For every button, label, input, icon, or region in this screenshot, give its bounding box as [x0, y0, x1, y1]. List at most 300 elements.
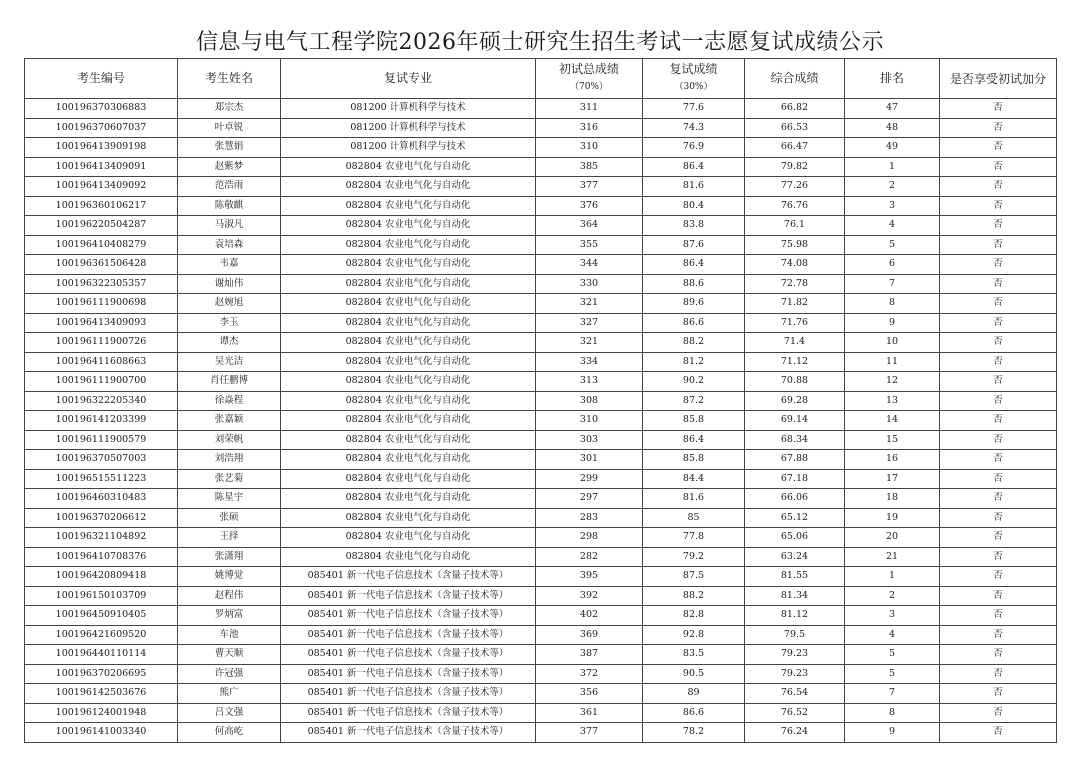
cell-major: 082804 农业电气化与自动化 — [281, 157, 536, 177]
cell-name: 陈敬麒 — [178, 196, 281, 216]
cell-bonus: 否 — [940, 235, 1057, 255]
cell-exam-id: 100196515511223 — [25, 469, 178, 489]
table-row — [25, 489, 1057, 509]
cell-bonus: 否 — [940, 391, 1057, 411]
cell-exam-id: 100196141203399 — [25, 411, 178, 431]
cell-total-score: 79.23 — [745, 664, 845, 684]
cell-name: 谢灿伟 — [178, 274, 281, 294]
cell-rank: 5 — [845, 664, 940, 684]
cell-exam-id: 100196322305357 — [25, 274, 178, 294]
cell-bonus: 否 — [940, 294, 1057, 314]
cell-rank: 47 — [845, 99, 940, 119]
cell-rank: 19 — [845, 508, 940, 528]
cell-initial-score: 385 — [536, 157, 643, 177]
cell-bonus: 否 — [940, 547, 1057, 567]
table-row — [25, 430, 1057, 450]
cell-rank: 6 — [845, 255, 940, 275]
cell-exam-id: 100196370306883 — [25, 99, 178, 119]
cell-retest-score: 80.4 — [643, 196, 745, 216]
cell-total-score: 63.24 — [745, 547, 845, 567]
cell-retest-score: 81.6 — [643, 177, 745, 197]
header-retest-weight: （30%） — [674, 82, 713, 92]
cell-rank: 16 — [845, 450, 940, 470]
table-row — [25, 391, 1057, 411]
cell-major: 082804 农业电气化与自动化 — [281, 274, 536, 294]
cell-rank: 9 — [845, 723, 940, 743]
table-row — [25, 411, 1057, 431]
table-row — [25, 528, 1057, 548]
header-initial — [536, 59, 643, 99]
cell-rank: 10 — [845, 333, 940, 353]
cell-bonus: 否 — [940, 372, 1057, 392]
cell-name: 赵婉旭 — [178, 294, 281, 314]
cell-exam-id: 100196124001948 — [25, 703, 178, 723]
cell-name: 熊广 — [178, 684, 281, 704]
cell-name: 赵程伟 — [178, 586, 281, 606]
cell-initial-score: 299 — [536, 469, 643, 489]
table-row — [25, 118, 1057, 138]
cell-rank: 3 — [845, 606, 940, 626]
cell-total-score: 66.06 — [745, 489, 845, 509]
cell-rank: 11 — [845, 352, 940, 372]
table-row — [25, 664, 1057, 684]
cell-name: 袁培森 — [178, 235, 281, 255]
cell-bonus: 否 — [940, 157, 1057, 177]
cell-retest-score: 89.6 — [643, 294, 745, 314]
cell-rank: 8 — [845, 294, 940, 314]
cell-total-score: 71.4 — [745, 333, 845, 353]
cell-exam-id: 100196450910405 — [25, 606, 178, 626]
cell-retest-score: 86.4 — [643, 430, 745, 450]
cell-retest-score: 74.3 — [643, 118, 745, 138]
cell-bonus: 否 — [940, 606, 1057, 626]
cell-total-score: 67.18 — [745, 469, 845, 489]
cell-retest-score: 87.2 — [643, 391, 745, 411]
cell-retest-score: 78.2 — [643, 723, 745, 743]
table-row — [25, 274, 1057, 294]
table-row — [25, 352, 1057, 372]
cell-bonus: 否 — [940, 625, 1057, 645]
cell-retest-score: 90.5 — [643, 664, 745, 684]
cell-exam-id: 100196420809418 — [25, 567, 178, 587]
cell-bonus: 否 — [940, 411, 1057, 431]
cell-name: 谭杰 — [178, 333, 281, 353]
header-bonus-label: 是否享受初试加分 — [949, 71, 1046, 86]
cell-rank: 7 — [845, 684, 940, 704]
table-row — [25, 313, 1057, 333]
cell-exam-id: 100196370206612 — [25, 508, 178, 528]
cell-exam-id: 100196150103709 — [25, 586, 178, 606]
cell-exam-id: 100196322205340 — [25, 391, 178, 411]
table-row — [25, 606, 1057, 626]
table-row — [25, 508, 1057, 528]
cell-retest-score: 81.6 — [643, 489, 745, 509]
table-row — [25, 333, 1057, 353]
cell-rank: 4 — [845, 625, 940, 645]
table-row — [25, 567, 1057, 587]
cell-major: 085401 新一代电子信息技术（含量子技术等） — [281, 586, 536, 606]
cell-rank: 2 — [845, 177, 940, 197]
cell-exam-id: 100196142503676 — [25, 684, 178, 704]
cell-initial-score: 283 — [536, 508, 643, 528]
cell-rank: 15 — [845, 430, 940, 450]
cell-exam-id: 100196460310483 — [25, 489, 178, 509]
cell-rank: 7 — [845, 274, 940, 294]
cell-initial-score: 282 — [536, 547, 643, 567]
cell-total-score: 81.12 — [745, 606, 845, 626]
cell-major: 082804 农业电气化与自动化 — [281, 333, 536, 353]
cell-initial-score: 327 — [536, 313, 643, 333]
table-row — [25, 372, 1057, 392]
cell-retest-score: 77.6 — [643, 99, 745, 119]
page-title: 信息与电气工程学院2026年硕士研究生招生考试一志愿复试成绩公示 — [196, 30, 884, 55]
table-row — [25, 294, 1057, 314]
cell-total-score: 65.06 — [745, 528, 845, 548]
cell-name: 王择 — [178, 528, 281, 548]
cell-initial-score: 303 — [536, 430, 643, 450]
cell-rank: 21 — [845, 547, 940, 567]
cell-name: 罗炳富 — [178, 606, 281, 626]
cell-retest-score: 86.6 — [643, 313, 745, 333]
cell-bonus: 否 — [940, 138, 1057, 158]
cell-total-score: 68.34 — [745, 430, 845, 450]
cell-retest-score: 85 — [643, 508, 745, 528]
cell-exam-id: 100196370607037 — [25, 118, 178, 138]
cell-exam-id: 100196370206695 — [25, 664, 178, 684]
table-row — [25, 157, 1057, 177]
cell-bonus: 否 — [940, 528, 1057, 548]
header-id: 考生编号 — [25, 59, 178, 99]
cell-name: 张潇翔 — [178, 547, 281, 567]
cell-major: 085401 新一代电子信息技术（含量子技术等） — [281, 625, 536, 645]
cell-bonus: 否 — [940, 430, 1057, 450]
cell-retest-score: 85.8 — [643, 411, 745, 431]
cell-total-score: 77.26 — [745, 177, 845, 197]
header-retest — [643, 59, 745, 99]
cell-initial-score: 364 — [536, 216, 643, 236]
cell-name: 郑宗杰 — [178, 99, 281, 119]
cell-total-score: 71.82 — [745, 294, 845, 314]
cell-exam-id: 100196361506428 — [25, 255, 178, 275]
cell-total-score: 79.5 — [745, 625, 845, 645]
cell-initial-score: 377 — [536, 177, 643, 197]
table-row — [25, 99, 1057, 119]
cell-rank: 9 — [845, 313, 940, 333]
cell-major: 085401 新一代电子信息技术（含量子技术等） — [281, 684, 536, 704]
cell-bonus: 否 — [940, 196, 1057, 216]
cell-major: 082804 农业电气化与自动化 — [281, 430, 536, 450]
cell-major: 082804 农业电气化与自动化 — [281, 313, 536, 333]
cell-exam-id: 100196360106217 — [25, 196, 178, 216]
cell-rank: 4 — [845, 216, 940, 236]
table-row — [25, 177, 1057, 197]
cell-name: 韦嘉 — [178, 255, 281, 275]
cell-major: 082804 农业电气化与自动化 — [281, 196, 536, 216]
cell-initial-score: 361 — [536, 703, 643, 723]
cell-name: 陈星宇 — [178, 489, 281, 509]
table-row — [25, 196, 1057, 216]
cell-major: 082804 农业电气化与自动化 — [281, 411, 536, 431]
cell-exam-id: 100196413409093 — [25, 313, 178, 333]
cell-retest-score: 86.4 — [643, 157, 745, 177]
table-row — [25, 684, 1057, 704]
cell-initial-score: 355 — [536, 235, 643, 255]
cell-retest-score: 88.6 — [643, 274, 745, 294]
table-row — [25, 625, 1057, 645]
table-row — [25, 703, 1057, 723]
table-row — [25, 216, 1057, 236]
cell-name: 张艺菊 — [178, 469, 281, 489]
cell-retest-score: 76.9 — [643, 138, 745, 158]
cell-major: 085401 新一代电子信息技术（含量子技术等） — [281, 645, 536, 665]
cell-bonus: 否 — [940, 645, 1057, 665]
cell-name: 徐焱程 — [178, 391, 281, 411]
cell-major: 081200 计算机科学与技术 — [281, 138, 536, 158]
cell-total-score: 66.53 — [745, 118, 845, 138]
cell-rank: 48 — [845, 118, 940, 138]
cell-retest-score: 89 — [643, 684, 745, 704]
cell-initial-score: 376 — [536, 196, 643, 216]
cell-rank: 5 — [845, 645, 940, 665]
cell-total-score: 70.88 — [745, 372, 845, 392]
header-bonus — [940, 59, 1057, 99]
cell-name: 车池 — [178, 625, 281, 645]
cell-total-score: 79.23 — [745, 645, 845, 665]
cell-rank: 2 — [845, 586, 940, 606]
cell-exam-id: 100196111900698 — [25, 294, 178, 314]
cell-major: 082804 农业电气化与自动化 — [281, 255, 536, 275]
table-row — [25, 645, 1057, 665]
table-row — [25, 547, 1057, 567]
cell-retest-score: 84.4 — [643, 469, 745, 489]
cell-bonus: 否 — [940, 333, 1057, 353]
cell-major: 085401 新一代电子信息技术（含量子技术等） — [281, 664, 536, 684]
cell-bonus: 否 — [940, 508, 1057, 528]
header-total: 综合成绩 — [745, 59, 845, 99]
cell-exam-id: 100196440110114 — [25, 645, 178, 665]
cell-total-score: 72.78 — [745, 274, 845, 294]
cell-rank: 18 — [845, 489, 940, 509]
cell-major: 085401 新一代电子信息技术（含量子技术等） — [281, 723, 536, 743]
cell-initial-score: 330 — [536, 274, 643, 294]
cell-major: 082804 农业电气化与自动化 — [281, 547, 536, 567]
cell-bonus: 否 — [940, 216, 1057, 236]
cell-major: 085401 新一代电子信息技术（含量子技术等） — [281, 567, 536, 587]
cell-rank: 1 — [845, 567, 940, 587]
cell-total-score: 81.34 — [745, 586, 845, 606]
cell-name: 刘浩翔 — [178, 450, 281, 470]
cell-name: 张慧娟 — [178, 138, 281, 158]
table-body — [25, 99, 1057, 743]
cell-exam-id: 100196411608663 — [25, 352, 178, 372]
table-row — [25, 469, 1057, 489]
cell-major: 081200 计算机科学与技术 — [281, 118, 536, 138]
cell-major: 085401 新一代电子信息技术（含量子技术等） — [281, 703, 536, 723]
cell-total-score: 66.82 — [745, 99, 845, 119]
cell-exam-id: 100196370507003 — [25, 450, 178, 470]
cell-major: 082804 农业电气化与自动化 — [281, 469, 536, 489]
cell-initial-score: 372 — [536, 664, 643, 684]
cell-retest-score: 86.4 — [643, 255, 745, 275]
cell-initial-score: 313 — [536, 372, 643, 392]
cell-initial-score: 395 — [536, 567, 643, 587]
cell-retest-score: 83.5 — [643, 645, 745, 665]
cell-rank: 49 — [845, 138, 940, 158]
cell-bonus: 否 — [940, 313, 1057, 333]
cell-name: 吕文强 — [178, 703, 281, 723]
header-initial-label: 初试总成绩 — [558, 62, 619, 76]
cell-total-score: 76.52 — [745, 703, 845, 723]
cell-retest-score: 90.2 — [643, 372, 745, 392]
cell-initial-score: 356 — [536, 684, 643, 704]
cell-initial-score: 316 — [536, 118, 643, 138]
cell-retest-score: 92.8 — [643, 625, 745, 645]
cell-rank: 1 — [845, 157, 940, 177]
cell-total-score: 65.12 — [745, 508, 845, 528]
cell-total-score: 76.54 — [745, 684, 845, 704]
cell-major: 081200 计算机科学与技术 — [281, 99, 536, 119]
cell-bonus: 否 — [940, 586, 1057, 606]
cell-name: 李玉 — [178, 313, 281, 333]
cell-rank: 20 — [845, 528, 940, 548]
cell-name: 许冠强 — [178, 664, 281, 684]
header-initial-weight: （70%） — [569, 82, 608, 92]
cell-initial-score: 377 — [536, 723, 643, 743]
table-row — [25, 723, 1057, 743]
cell-major: 082804 农业电气化与自动化 — [281, 489, 536, 509]
cell-exam-id: 100196321104892 — [25, 528, 178, 548]
cell-name: 赵紫梦 — [178, 157, 281, 177]
cell-retest-score: 85.8 — [643, 450, 745, 470]
cell-bonus: 否 — [940, 489, 1057, 509]
cell-name: 张嘉颖 — [178, 411, 281, 431]
cell-bonus: 否 — [940, 567, 1057, 587]
cell-retest-score: 77.8 — [643, 528, 745, 548]
cell-name: 吴光洁 — [178, 352, 281, 372]
cell-total-score: 76.76 — [745, 196, 845, 216]
header-retest-label: 复试成绩 — [669, 62, 718, 76]
cell-rank: 8 — [845, 703, 940, 723]
cell-major: 085401 新一代电子信息技术（含量子技术等） — [281, 606, 536, 626]
cell-retest-score: 82.8 — [643, 606, 745, 626]
cell-major: 082804 农业电气化与自动化 — [281, 177, 536, 197]
cell-major: 082804 农业电气化与自动化 — [281, 352, 536, 372]
cell-total-score: 81.55 — [745, 567, 845, 587]
cell-initial-score: 310 — [536, 138, 643, 158]
cell-total-score: 76.24 — [745, 723, 845, 743]
cell-name: 刘荣帆 — [178, 430, 281, 450]
cell-retest-score: 88.2 — [643, 333, 745, 353]
cell-major: 082804 农业电气化与自动化 — [281, 391, 536, 411]
cell-exam-id: 100196111900726 — [25, 333, 178, 353]
cell-initial-score: 387 — [536, 645, 643, 665]
cell-bonus: 否 — [940, 469, 1057, 489]
table-row — [25, 138, 1057, 158]
cell-major: 082804 农业电气化与自动化 — [281, 235, 536, 255]
cell-total-score: 74.08 — [745, 255, 845, 275]
cell-bonus: 否 — [940, 684, 1057, 704]
cell-total-score: 66.47 — [745, 138, 845, 158]
cell-bonus: 否 — [940, 723, 1057, 743]
table-header-row — [25, 59, 1057, 99]
header-major: 复试专业 — [281, 59, 536, 99]
cell-bonus: 否 — [940, 274, 1057, 294]
table-row — [25, 235, 1057, 255]
cell-initial-score: 402 — [536, 606, 643, 626]
cell-initial-score: 344 — [536, 255, 643, 275]
cell-name: 叶卓锐 — [178, 118, 281, 138]
cell-exam-id: 100196141003340 — [25, 723, 178, 743]
cell-initial-score: 301 — [536, 450, 643, 470]
cell-major: 082804 农业电气化与自动化 — [281, 294, 536, 314]
cell-initial-score: 298 — [536, 528, 643, 548]
cell-retest-score: 88.2 — [643, 586, 745, 606]
cell-rank: 13 — [845, 391, 940, 411]
cell-bonus: 否 — [940, 255, 1057, 275]
cell-name: 何高屹 — [178, 723, 281, 743]
cell-retest-score: 86.6 — [643, 703, 745, 723]
cell-name: 马淑凡 — [178, 216, 281, 236]
cell-bonus: 否 — [940, 118, 1057, 138]
cell-name: 张硕 — [178, 508, 281, 528]
cell-rank: 3 — [845, 196, 940, 216]
cell-rank: 12 — [845, 372, 940, 392]
cell-total-score: 69.14 — [745, 411, 845, 431]
cell-exam-id: 100196421609520 — [25, 625, 178, 645]
table-row — [25, 450, 1057, 470]
cell-initial-score: 369 — [536, 625, 643, 645]
cell-initial-score: 392 — [536, 586, 643, 606]
results-table — [24, 58, 1057, 743]
cell-name: 范浩雨 — [178, 177, 281, 197]
cell-retest-score: 79.2 — [643, 547, 745, 567]
header-name: 考生姓名 — [178, 59, 281, 99]
cell-exam-id: 100196111900579 — [25, 430, 178, 450]
cell-initial-score: 321 — [536, 333, 643, 353]
cell-rank: 5 — [845, 235, 940, 255]
cell-rank: 14 — [845, 411, 940, 431]
cell-initial-score: 310 — [536, 411, 643, 431]
header-rank: 排名 — [845, 59, 940, 99]
cell-total-score: 69.28 — [745, 391, 845, 411]
cell-exam-id: 100196413409091 — [25, 157, 178, 177]
cell-retest-score: 87.6 — [643, 235, 745, 255]
cell-rank: 17 — [845, 469, 940, 489]
cell-retest-score: 83.8 — [643, 216, 745, 236]
cell-exam-id: 100196111900700 — [25, 372, 178, 392]
cell-initial-score: 334 — [536, 352, 643, 372]
cell-major: 082804 农业电气化与自动化 — [281, 372, 536, 392]
cell-major: 082804 农业电气化与自动化 — [281, 450, 536, 470]
cell-bonus: 否 — [940, 99, 1057, 119]
cell-total-score: 71.12 — [745, 352, 845, 372]
table-row — [25, 586, 1057, 606]
cell-bonus: 否 — [940, 450, 1057, 470]
cell-exam-id: 100196410408279 — [25, 235, 178, 255]
cell-total-score: 79.82 — [745, 157, 845, 177]
table-row — [25, 255, 1057, 275]
cell-exam-id: 100196220504287 — [25, 216, 178, 236]
cell-name: 肖任鹏博 — [178, 372, 281, 392]
cell-major: 082804 农业电气化与自动化 — [281, 528, 536, 548]
cell-major: 082804 农业电气化与自动化 — [281, 508, 536, 528]
cell-bonus: 否 — [940, 703, 1057, 723]
cell-initial-score: 321 — [536, 294, 643, 314]
cell-exam-id: 100196413909198 — [25, 138, 178, 158]
cell-total-score: 76.1 — [745, 216, 845, 236]
cell-initial-score: 311 — [536, 99, 643, 119]
cell-total-score: 71.76 — [745, 313, 845, 333]
